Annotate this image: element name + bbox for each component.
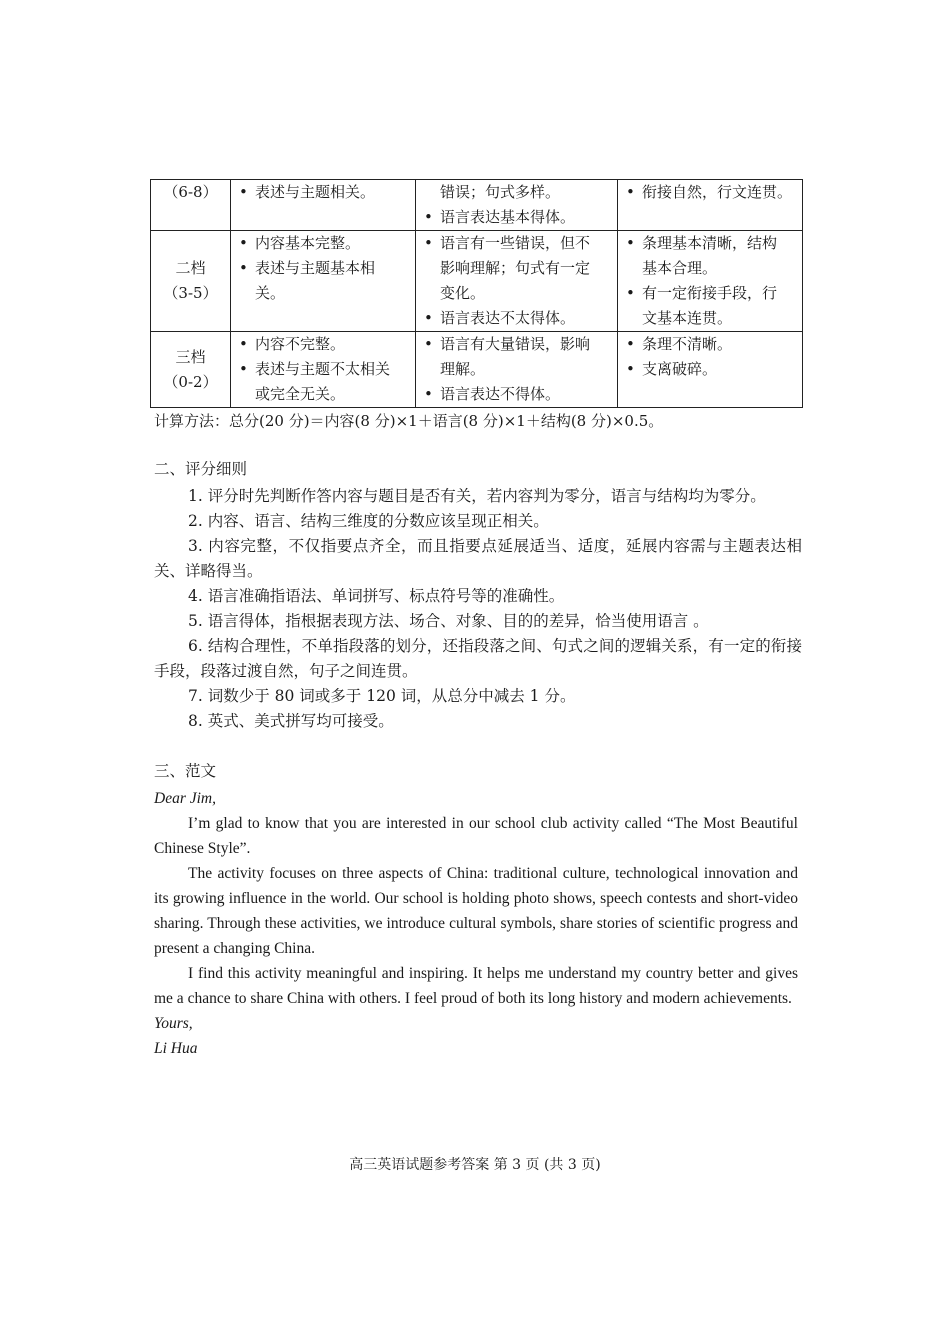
rubric-structure-cell: [618, 332, 803, 408]
rubric-structure-cell: [618, 180, 803, 231]
page-footer: 高三英语试题参考答案 第 3 页 (共 3 页): [349, 1157, 601, 1173]
criterion-item: 或完全无关。: [255, 385, 346, 403]
criterion-item: 错误；句式多样。: [440, 183, 561, 201]
criterion-item: 关。: [255, 284, 286, 302]
model-essay: [154, 786, 798, 1061]
criterion-item: • 表述与主题不太相关: [237, 357, 415, 382]
criterion-item: • 衔接自然，行文连贯。: [624, 180, 802, 205]
rubric-level: [151, 332, 231, 408]
rule-item: 4. 语言准确指语法、单词拼写、标点符号等的准确性。: [188, 587, 565, 605]
rubric-row: [151, 332, 803, 408]
criterion-item: • 语言有一些错误，但不: [422, 231, 617, 256]
salutation: Dear Jim,: [154, 790, 216, 807]
rubric-content-cell: [231, 231, 416, 332]
criterion-item: 文基本连贯。: [642, 309, 733, 327]
criterion-item: • 表述与主题相关。: [237, 180, 415, 205]
criterion-item: • 条理不清晰。: [624, 332, 802, 357]
criterion-item: 基本合理。: [642, 259, 718, 277]
level-label: （0-2）: [163, 372, 218, 391]
rubric-language-cell: [416, 332, 618, 408]
criterion-item: • 语言表达不得体。: [422, 382, 617, 407]
essay-paragraph: I find this activity meaningful and inspiring. It helps me understand my country better and gives me a chance to share China with others. I feel proud of both its long history and modern achievements.: [154, 965, 798, 1007]
level-label: 二档: [175, 259, 206, 277]
rule-item: 8. 英式、美式拼写均可接受。: [188, 712, 394, 730]
rubric-content-cell: [231, 332, 416, 408]
rubric-level: [151, 180, 231, 231]
criterion-item: • 表述与主题基本相: [237, 256, 415, 281]
rule-item: 6. 结构合理性，不单指段落的划分，还指段落之间、句式之间的逻辑关系，有一定的衔接手段，段落过渡自然，句子之间连贯。: [154, 637, 802, 680]
criterion-item: • 有一定衔接手段，行: [624, 281, 802, 306]
criterion-item: 理解。: [440, 360, 486, 378]
rubric-content-cell: [231, 180, 416, 231]
rule-item: 2. 内容、语言、结构三维度的分数应该呈现正相关。: [188, 512, 549, 530]
essay-paragraph: I’m glad to know that you are interested in our school club activity called “The Most Beautiful Chinese Style”.: [154, 815, 798, 857]
rule-item: 1. 评分时先判断作答内容与题目是否有关，若内容判为零分，语言与结构均为零分。: [188, 487, 766, 505]
criterion-item: • 内容基本完整。: [237, 231, 415, 256]
rubric-structure-cell: [618, 231, 803, 332]
section2-title: 二、评分细则: [154, 460, 248, 478]
level-label: （6-8）: [163, 183, 218, 201]
criterion-item: • 支离破碎。: [624, 357, 802, 382]
rubric-language-cell: [416, 231, 618, 332]
rubric-language-cell: [416, 180, 618, 231]
criterion-item: • 条理基本清晰，结构: [624, 231, 802, 256]
rubric-level: [151, 231, 231, 332]
section3-title: 三、范文: [154, 762, 217, 780]
criterion-item: • 语言表达不太得体。: [422, 306, 617, 331]
criterion-item: • 语言有大量错误，影响: [422, 332, 617, 357]
essay-paragraph: The activity focuses on three aspects of China: traditional culture, technological innovation and its growing influence in the world. Our school is holding photo shows, speech contests and short-video sharing. Through these activities, we introduce cultural symbols, share stories of scientific progress and present a changing China.: [154, 865, 798, 957]
rubric-row: [151, 180, 803, 231]
criterion-item: • 内容不完整。: [237, 332, 415, 357]
rule-item: 7. 词数少于 80 词或多于 120 词，从总分中减去 1 分。: [188, 687, 576, 705]
criterion-item: • 语言表达基本得体。: [422, 205, 617, 230]
rule-item: 3. 内容完整，不仅指要点齐全，而且指要点延展适当、适度，延展内容需与主题表达相关、详略得当。: [154, 537, 802, 580]
closing: Yours,: [154, 1015, 193, 1032]
scoring-rules: [154, 484, 802, 734]
criterion-item: 变化。: [440, 284, 486, 302]
level-label: 三档: [175, 347, 206, 366]
criterion-item: 影响理解；句式有一定: [440, 259, 591, 277]
rubric-table: [150, 179, 803, 408]
rubric-row: [151, 231, 803, 332]
signature: Li Hua: [154, 1040, 198, 1057]
calculation-method: 计算方法：总分(20 分)＝内容(8 分)×1＋语言(8 分)×1＋结构(8 分)×0.5。: [154, 412, 664, 430]
level-label: （3-5）: [163, 284, 218, 302]
rule-item: 5. 语言得体，指根据表现方法、场合、对象、目的的差异，恰当使用语言 。: [188, 612, 709, 630]
